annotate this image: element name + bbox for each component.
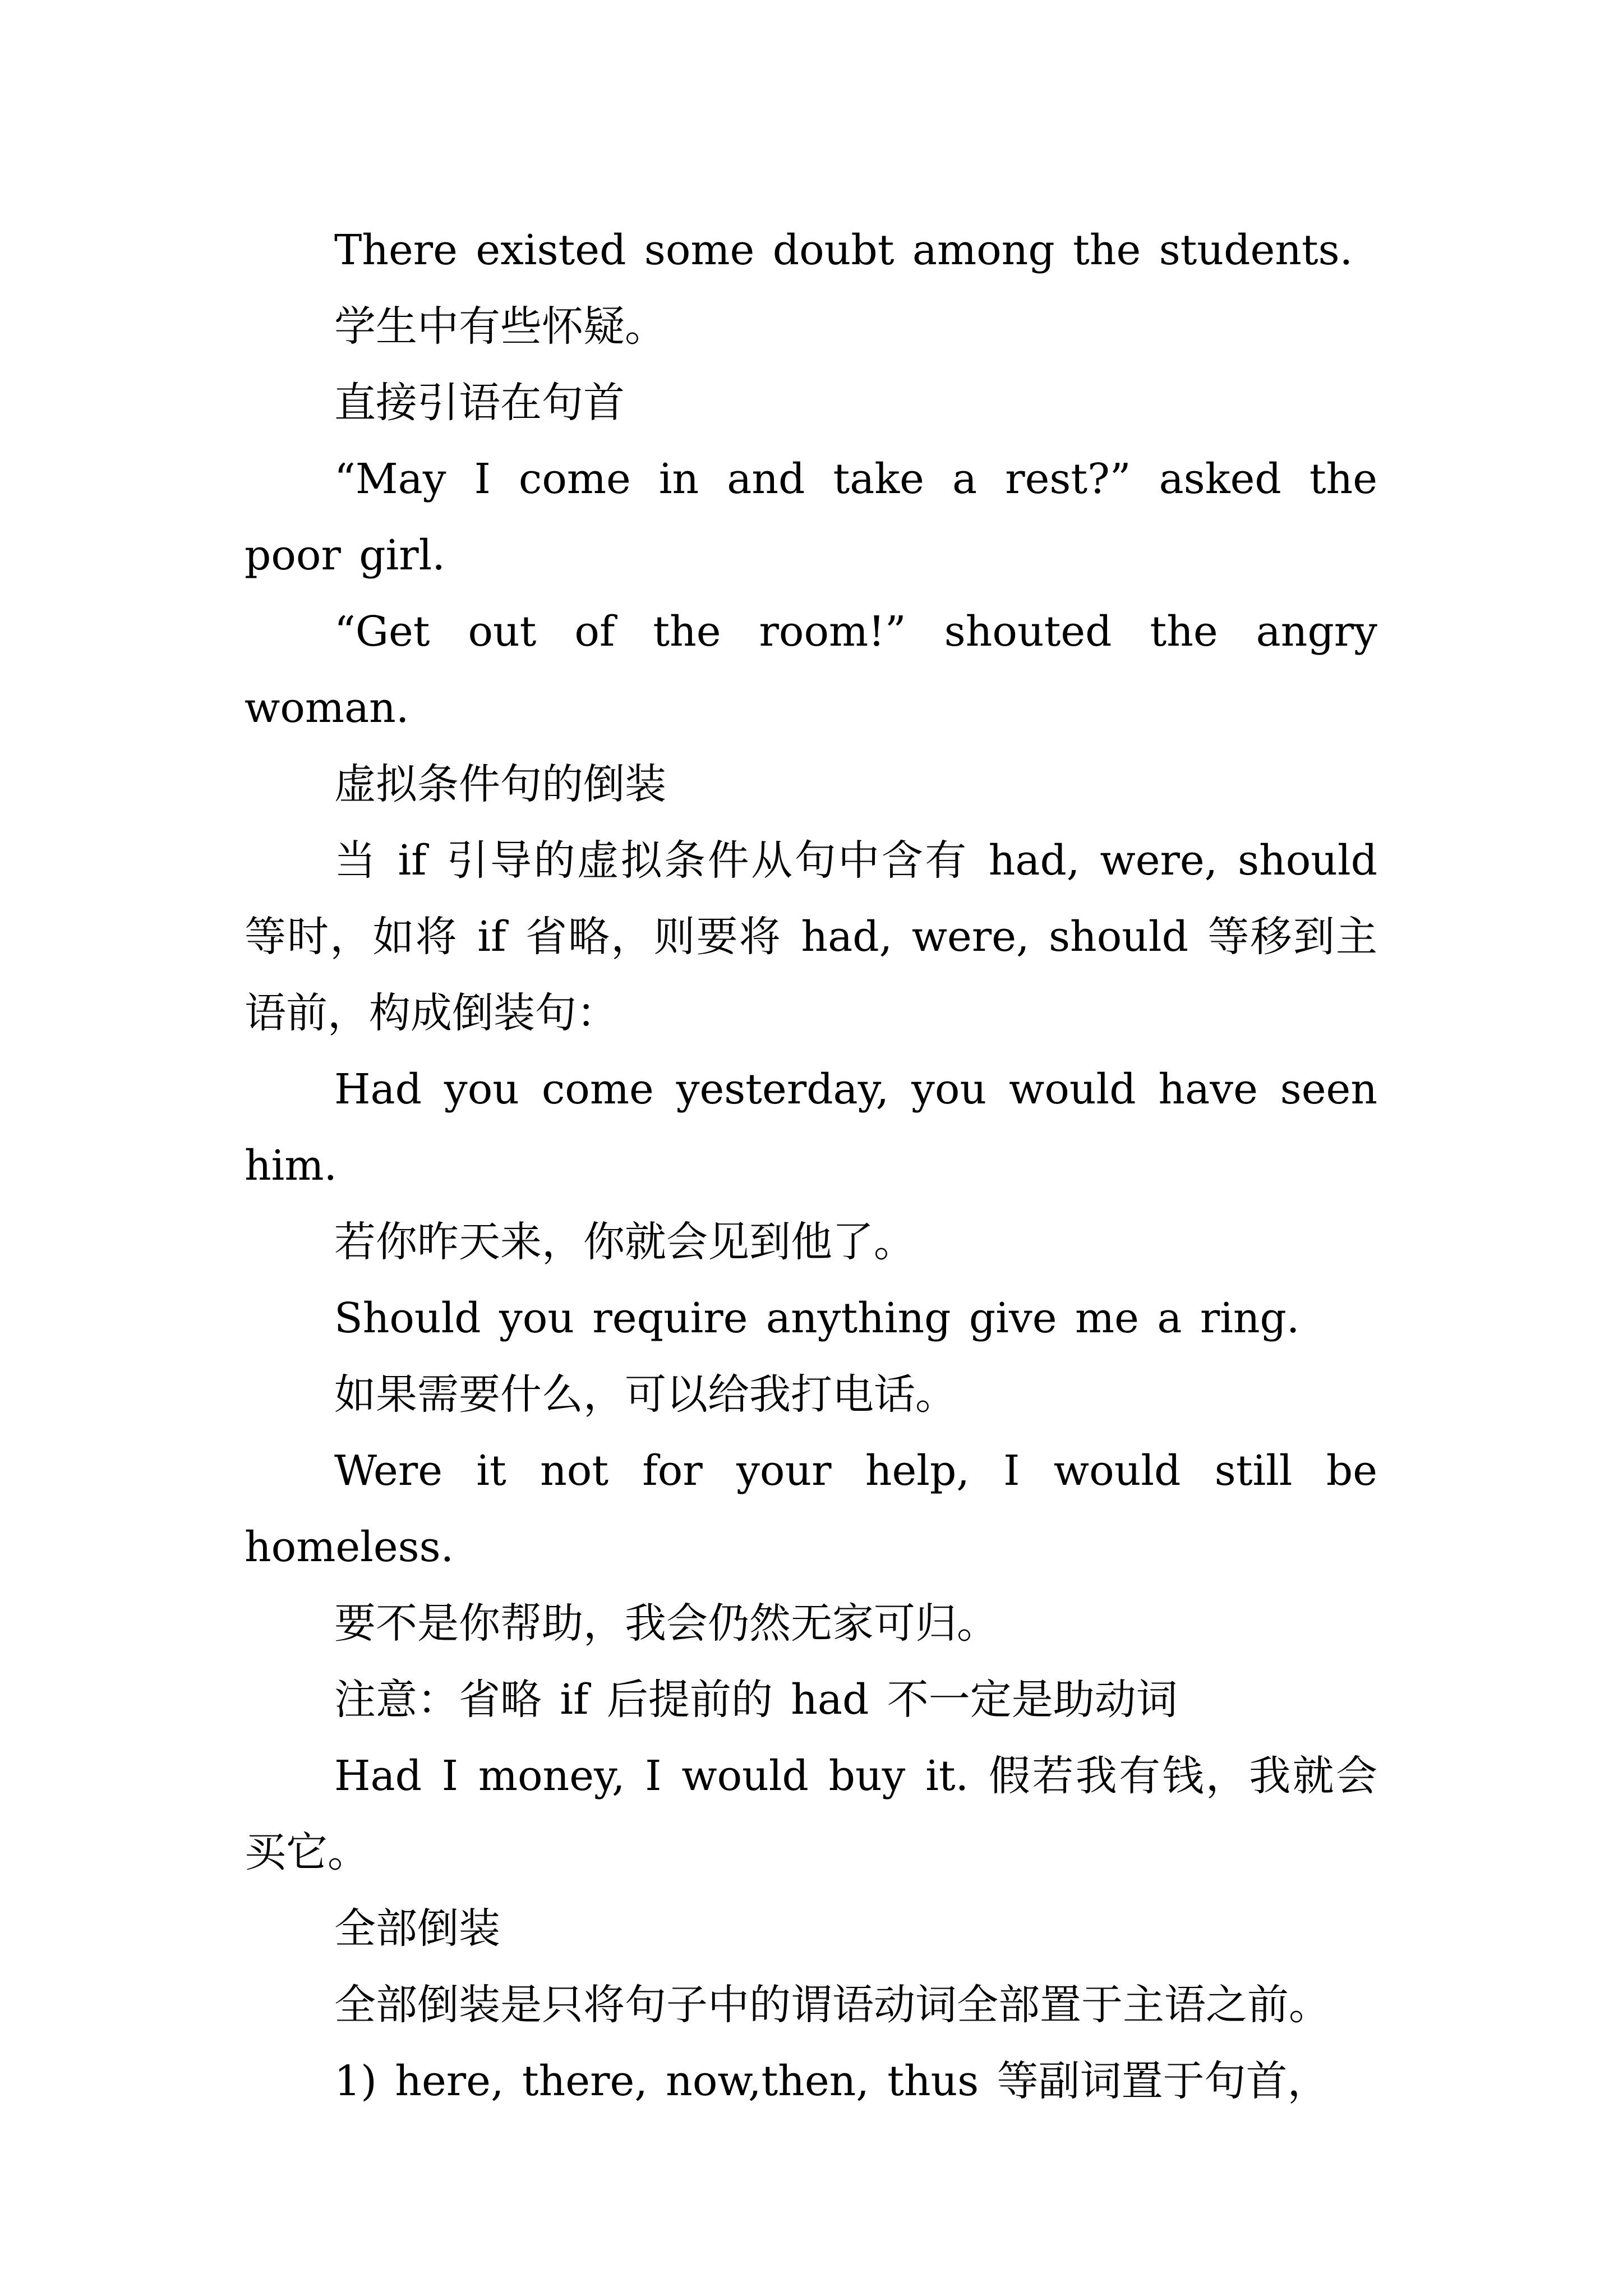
paragraph-5: “Get out of the room!” shouted the angry woman. xyxy=(245,608,1377,732)
paragraph-1: There existed some doubt among the students. xyxy=(334,226,1353,274)
paragraph-14: 注意：省略 if 后提前的 had 不一定是助动词 xyxy=(334,1676,1178,1724)
paragraph-2: 学生中有些怀疑。 xyxy=(334,302,666,351)
document-body xyxy=(245,212,1377,2119)
paragraph-15: Had I money, I would buy it. 假若我有钱，我就会买它。 xyxy=(245,1752,1377,1876)
paragraph-6: 虚拟条件句的倒装 xyxy=(334,760,666,808)
paragraph-3: 直接引语在句首 xyxy=(334,379,625,427)
paragraph-10: Should you require anything give me a ring. xyxy=(334,1294,1300,1342)
paragraph-8: Had you come yesterday, you would have seen him. xyxy=(245,1065,1377,1190)
paragraph-17: 全部倒装是只将句子中的谓语动词全部置于主语之前。 xyxy=(334,1981,1330,2029)
paragraph-4: “May I come in and take a rest?” asked the poor girl. xyxy=(245,455,1377,579)
paragraph-9: 若你昨天来，你就会见到他了。 xyxy=(334,1218,915,1266)
paragraph-11: 如果需要什么，可以给我打电话。 xyxy=(334,1370,957,1419)
paragraph-16: 全部倒装 xyxy=(334,1904,500,1953)
paragraph-12: Were it not for your help, I would still be homeless. xyxy=(245,1447,1377,1571)
paragraph-13: 要不是你帮助，我会仍然无家可归。 xyxy=(334,1599,998,1648)
paragraph-18: 1) here, there, now,then, thus 等副词置于句首， xyxy=(334,2057,1329,2105)
paragraph-7: 当 if 引导的虚拟条件从句中含有 had, were, should 等时，如将 if 省略，则要将 had, were, should 等移到主语前，构成倒装句： xyxy=(245,836,1377,1037)
